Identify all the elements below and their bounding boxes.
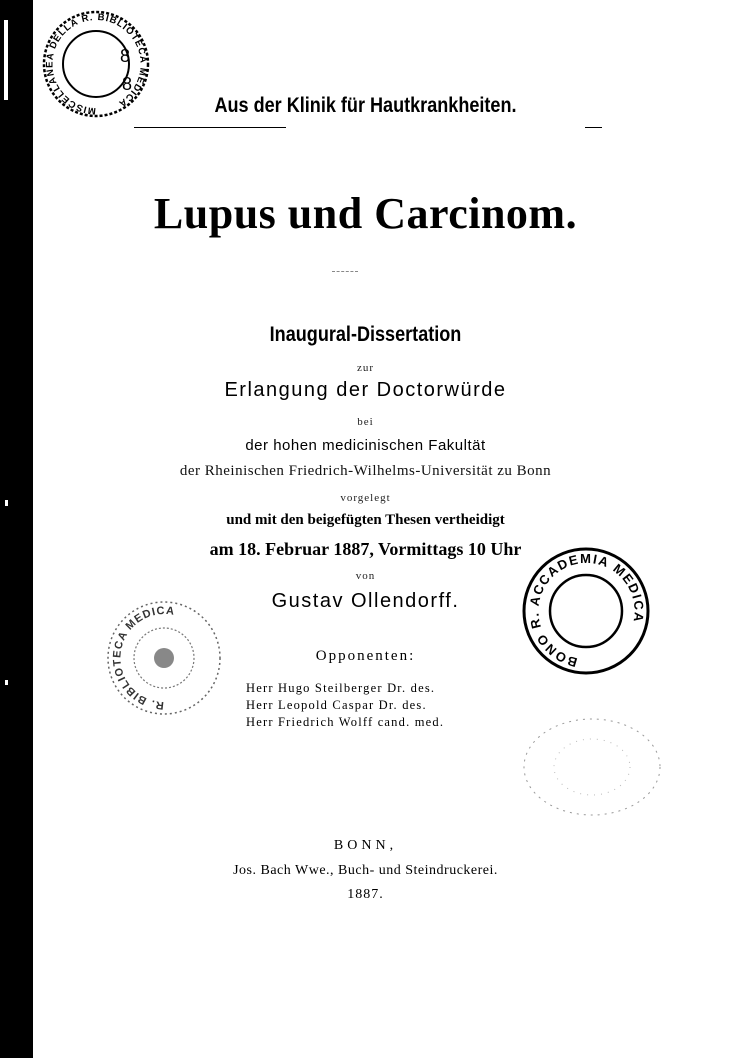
svg-text:BONO R. ACCADEMIA MEDICA xyxy=(526,551,646,670)
university-line: der Rheinischen Friedrich-Wilhelms-Universität zu Bonn xyxy=(179,463,552,479)
imprint-year: 1887. xyxy=(347,887,384,902)
defended-line: und mit den beigefügten Thesen vertheidigt xyxy=(226,512,505,528)
academy-stamp-right xyxy=(520,545,652,677)
faculty-line: der hohen medicinischen Fakultät xyxy=(245,437,486,454)
library-stamp-left xyxy=(98,596,232,720)
word-von: von xyxy=(355,570,376,582)
imprint-city: BONN, xyxy=(333,838,398,853)
page-edge-notch xyxy=(4,20,8,100)
dissertation-label: Inaugural-Dissertation xyxy=(269,323,462,346)
rule-left xyxy=(134,127,286,128)
svg-text:8: 8 xyxy=(122,74,133,94)
word-bei: bei xyxy=(357,416,374,428)
stamp-text: R. BIBLIOTECA MEDICA xyxy=(111,604,176,712)
separator xyxy=(332,271,358,273)
page-edge-notch xyxy=(5,680,8,685)
opponent-item: Herr Hugo Steilberger Dr. des. xyxy=(246,681,436,695)
opponents-heading: Opponenten: xyxy=(315,648,416,664)
erlangung-line: Erlangung der Doctorwürde xyxy=(224,379,507,401)
opponent-item: Herr Leopold Caspar Dr. des. xyxy=(246,698,427,712)
opponent-item: Herr Friedrich Wolff cand. med. xyxy=(246,715,445,729)
author-name: Gustav Ollendorff. xyxy=(271,590,460,612)
stamp-text: MISCELLANEA DELLA R. BIBLIOTECA MEDICA xyxy=(44,11,149,117)
stamp-text: BONO R. ACCADEMIA MEDICA xyxy=(526,550,647,671)
rule-right xyxy=(585,127,602,128)
word-zur: zur xyxy=(356,362,375,374)
page-title: Lupus und Carcinom. xyxy=(153,189,578,238)
imprint-printer: Jos. Bach Wwe., Buch- und Steindruckerei. xyxy=(233,863,498,878)
faint-stamp xyxy=(517,712,667,822)
word-vorgelegt: vorgelegt xyxy=(340,492,391,504)
defense-date: am 18. Februar 1887, Vormittags 10 Uhr xyxy=(209,539,522,559)
stamp-number: 8 xyxy=(120,46,131,66)
clinic-line: Aus der Klinik für Hautkrankheiten. xyxy=(214,94,517,117)
